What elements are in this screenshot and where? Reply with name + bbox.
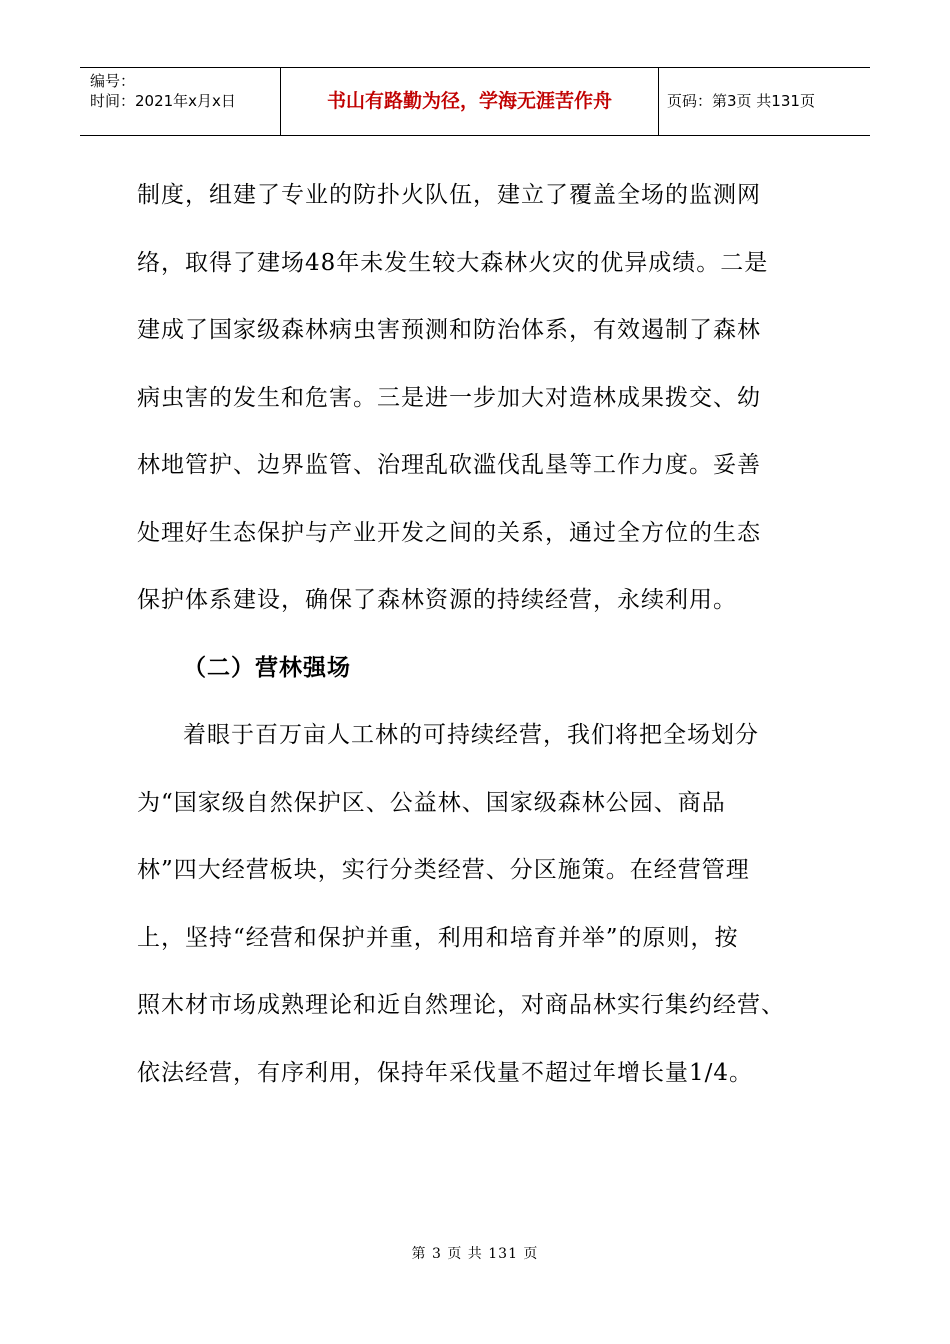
number-label: 编号： [90, 72, 136, 90]
header-page-info: 页码：第3页 共131页 [667, 92, 815, 110]
section-heading: （二）营林强场 [183, 654, 351, 681]
time-label: 时间：2021年x月x日 [90, 92, 236, 110]
paragraph-line: 上，坚持“经营和保护并重，利用和培育并举”的原则，按 [137, 924, 739, 951]
paragraph-line: 络，取得了建场48年未发生较大森林火灾的优异成绩。二是 [137, 249, 769, 276]
paragraph-line: 林”四大经营板块，实行分类经营、分区施策。在经营管理 [137, 857, 750, 883]
paragraph-line: 着眼于百万亩人工林的可持续经营，我们将把全场划分 [183, 722, 759, 748]
paragraph-line: 为“国家级自然保护区、公益林、国家级森林公园、商品 [137, 789, 726, 816]
paragraph-line: 处理好生态保护与产业开发之间的关系，通过全方位的生态 [137, 519, 761, 546]
paragraph-line: 保护体系建设，确保了森林资源的持续经营，永续利用。 [137, 587, 737, 613]
document-header [80, 67, 870, 136]
document-body [137, 162, 837, 1107]
paragraph-line: 病虫害的发生和危害。三是进一步加大对造林成果拨交、幼 [137, 384, 761, 411]
page-footer: 第 3 页 共 131 页 [411, 1246, 539, 1262]
paragraph-line: 建成了国家级森林病虫害预测和防治体系，有效遏制了森林 [137, 317, 761, 343]
header-motto: 书山有路勤为径，学海无涯苦作舟 [281, 68, 659, 135]
paragraph-line: 依法经营，有序利用，保持年采伐量不超过年增长量1/4。 [137, 1059, 754, 1086]
paragraph-line: 林地管护、边界监管、治理乱砍滥伐乱垦等工作力度。妥善 [137, 452, 761, 478]
header-meta [80, 68, 281, 135]
paragraph-line: 照木材市场成熟理论和近自然理论，对商品林实行集约经营、 [137, 992, 785, 1018]
paragraph-line: 制度，组建了专业的防扑火队伍，建立了覆盖全场的监测网 [137, 182, 761, 208]
